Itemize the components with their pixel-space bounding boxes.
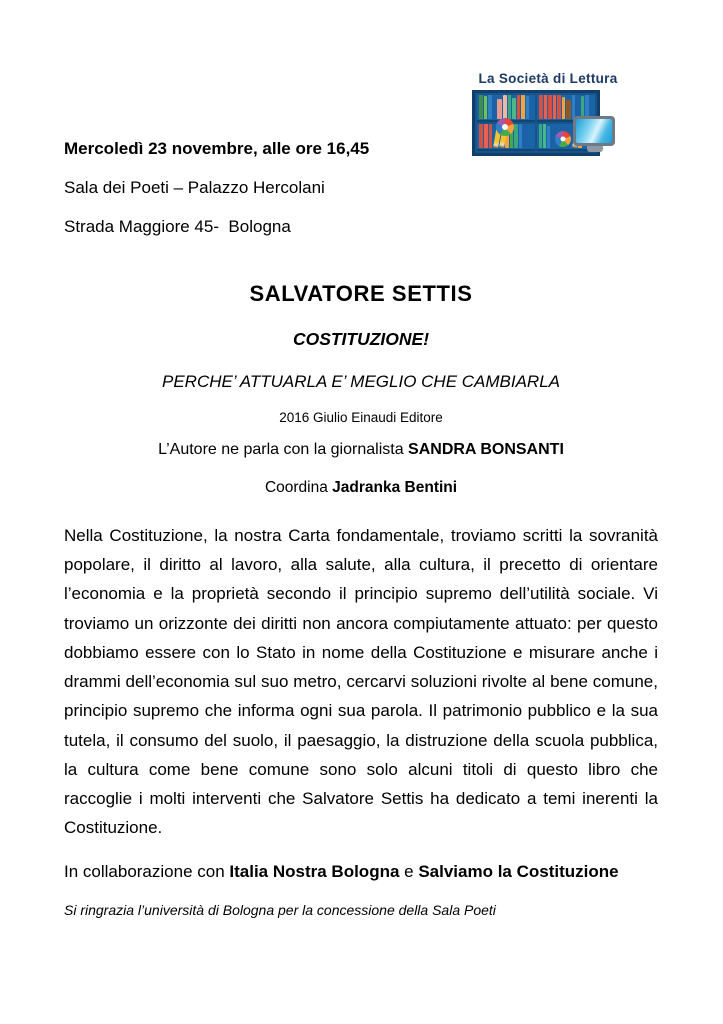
event-date-line: Mercoledì 23 novembre, alle ore 16,45: [64, 139, 370, 158]
book-subtitle: PERCHE’ ATTUARLA E’ MEGLIO CHE CAMBIARLA: [161, 372, 560, 391]
interviewer-line: [64, 441, 658, 459]
interviewer-prefix: L’Autore ne parla con la giornalista: [158, 441, 409, 458]
collaboration-line: [64, 861, 658, 883]
logo-title: La Società di Lettura: [478, 71, 618, 86]
interviewer-name: SANDRA BONSANTI: [408, 441, 564, 458]
coordinator-prefix: Coordina: [264, 479, 333, 496]
collab-prefix: In collaborazione con: [64, 861, 230, 881]
collab-join: e: [399, 861, 419, 881]
acknowledgement-line: Si ringrazia l’università di Bologna per la concessione della Sala Poeti: [64, 901, 496, 918]
collab-org-1: Italia Nostra Bologna: [229, 861, 400, 881]
coordinator-line: [64, 479, 658, 497]
body-paragraph: Nella Costituzione, la nostra Carta fondamentale, troviamo scritti la sovranità popolare, il diritto al lavoro, alla salute, alla cultura, il precetto di orientare l’economia e la proprietà secondo il principio supremo dell’utilità sociale. Vi troviamo un orizzonte dei diritti non ancora compiutamente attuato: per questo dobbiamo essere con lo Stato in nome della Costituzione e misurare anche i drammi dell’economia sul suo metro, cercarvi soluzioni rivolte al bene comune, principio supremo che informa ogni sua parola. Il patrimonio pubblico e la sua tutela, il consumo del suolo, il paesaggio, la distruzione della scuola pubblica, la cultura come bene comune sono solo alcuni titoli di questo libro che raccoglie i molti interventi che Salvatore Settis ha dedicato a temi inerenti la Costituzione.: [64, 526, 658, 838]
collab-org-2: Salviamo la Costituzione: [418, 861, 619, 881]
publisher-line: 2016 Giulio Einaudi Editore: [279, 410, 443, 425]
cd-disc-icon: [496, 118, 514, 136]
event-address-line: Strada Maggiore 45- Bologna: [64, 217, 291, 236]
document-content: [64, 140, 658, 919]
event-venue-line: Sala dei Poeti – Palazzo Hercolani: [64, 178, 325, 197]
book-title: COSTITUZIONE!: [292, 329, 430, 349]
coordinator-name: Jadranka Bentini: [332, 479, 458, 496]
page-title: SALVATORE SETTIS: [249, 281, 473, 306]
